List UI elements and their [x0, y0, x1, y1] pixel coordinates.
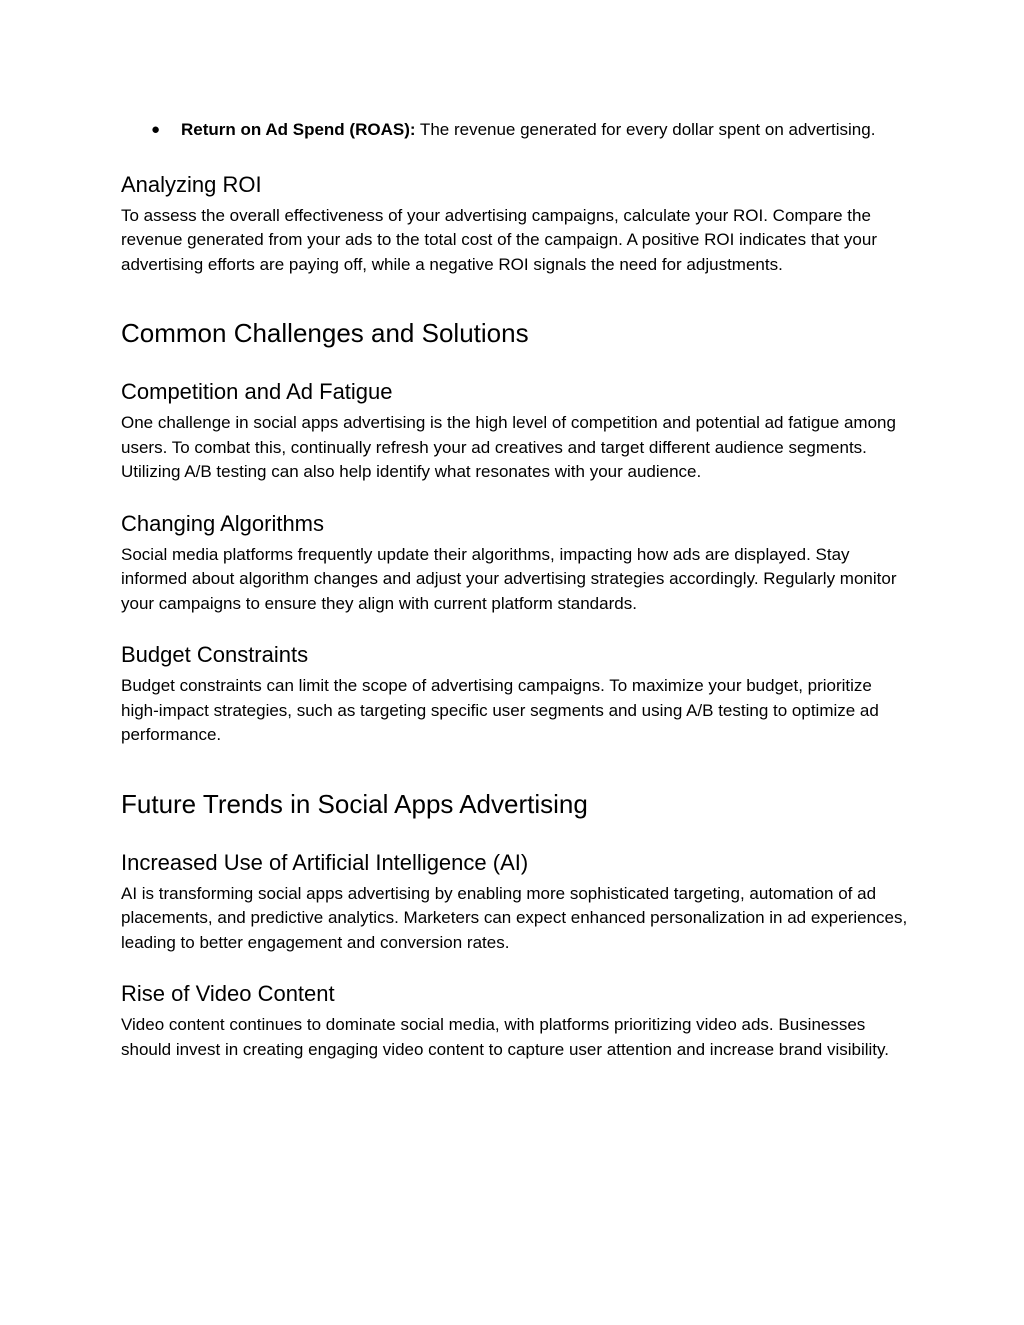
- budget-heading: Budget Constraints: [121, 642, 309, 667]
- ai-body: AI is transforming social apps advertising by enabling more sophisticated targeting, automation of ad placements, and predictive analytics. Marketers can expect enhanced personalization in ad experiences, leading to better engagement and conversion rates.: [121, 883, 908, 952]
- analyzing-roi-heading: Analyzing ROI: [121, 171, 262, 197]
- bullet-roas: [121, 118, 911, 143]
- competition-body: One challenge in social apps advertising is the high level of competition and potential ad fatigue among users. To combat this, continually refresh your ad creatives and target different audience segments. Utilizing A/B testing can also help identify what resonates with your audience.: [121, 413, 896, 481]
- analyzing-roi-body: To assess the overall effectiveness of your advertising campaigns, calculate your ROI. Compare the revenue generated from your ads to the total cost of the campaign. A positive ROI indicates that your advertising efforts are paying off, while a negative ROI signals the need for adjustments.: [121, 205, 877, 274]
- budget-body: Budget constraints can limit the scope of advertising campaigns. To maximize your budget, prioritize high-impact strategies, such as targeting specific user segments and using A/B testing to optimize ad performance.: [121, 676, 879, 744]
- future-heading: Future Trends in Social Apps Advertising: [121, 788, 588, 819]
- algorithms-heading: Changing Algorithms: [121, 510, 325, 536]
- algorithms-body: Social media platforms frequently update their algorithms, impacting how ads are displayed. Stay informed about algorithm changes and adjust your advertising strategies accordingly. Regularly monitor your campaigns to ensure they align with current platform standards.: [121, 544, 897, 613]
- video-heading: Rise of Video Content: [121, 981, 335, 1006]
- ai-heading: Increased Use of Artificial Intelligence (AI): [121, 849, 529, 875]
- document-page: [121, 118, 911, 1062]
- bullet-dot-icon: ●: [151, 121, 161, 138]
- video-body: Video content continues to dominate social media, with platforms prioritizing video ads. Businesses should invest in creating engaging video content to capture user attention and increase brand visibility.: [121, 1015, 889, 1059]
- bullet-term: Return on Ad Spend (ROAS):: [181, 120, 416, 139]
- challenges-heading: Common Challenges and Solutions: [121, 318, 529, 348]
- competition-heading: Competition and Ad Fatigue: [121, 379, 393, 404]
- bullet-text: The revenue generated for every dollar spent on advertising.: [415, 120, 876, 139]
